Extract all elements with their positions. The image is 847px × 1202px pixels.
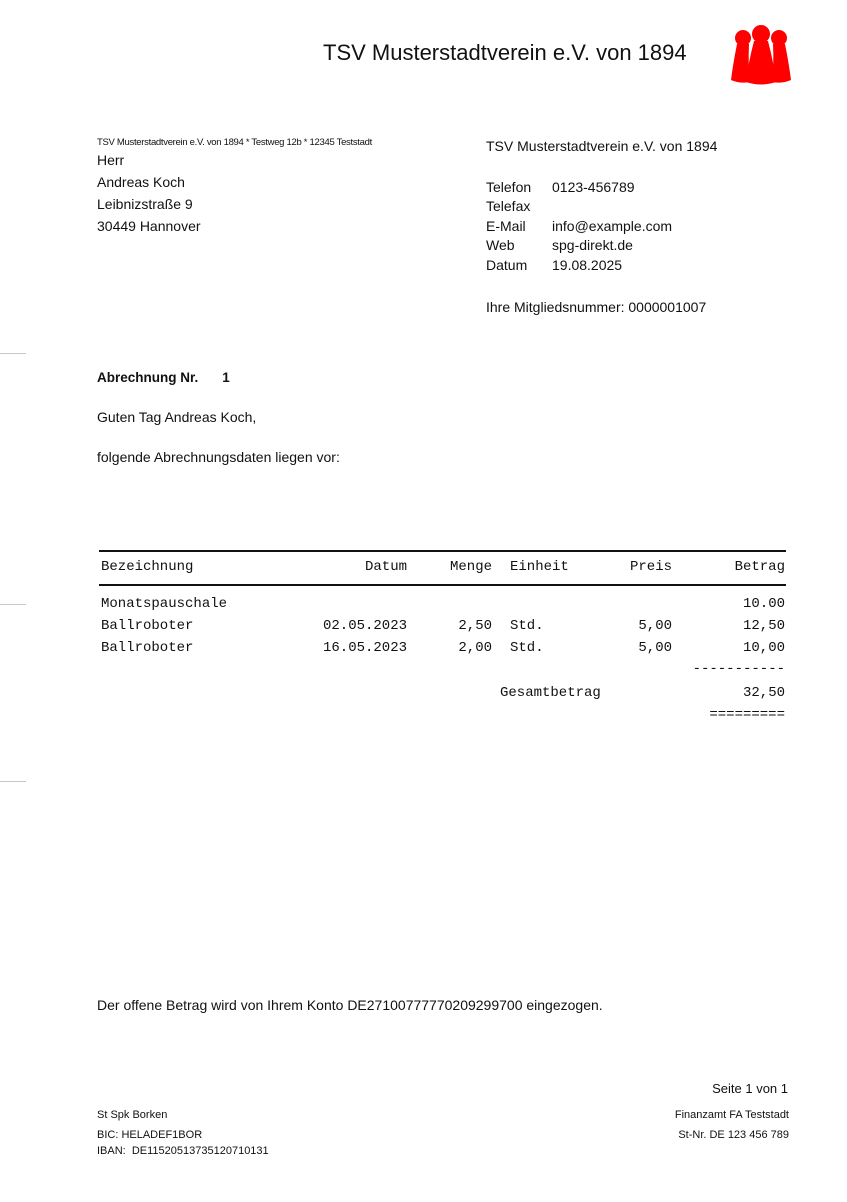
footer-tax-office: Finanzamt FA Teststadt xyxy=(674,1109,789,1121)
recipient-name: Andreas Koch xyxy=(97,174,185,190)
debit-note: Der offene Betrag wird von Ihrem Konto DE27100777770209299700 eingezogen. xyxy=(97,997,603,1013)
total-rule: ========= xyxy=(709,707,785,723)
total-rule-row xyxy=(99,707,786,727)
cell-datum: 16.05.2023 xyxy=(322,640,407,656)
cell-datum: 02.05.2023 xyxy=(322,618,407,634)
statement-heading xyxy=(97,370,230,385)
table-row xyxy=(99,596,786,616)
game-pieces-icon xyxy=(728,24,794,86)
info-label: Datum xyxy=(486,257,528,273)
cell-bezeichnung: Monatspauschale xyxy=(101,596,228,612)
sender-return-address: TSV Musterstadtverein e.V. von 1894 * Testweg 12b * 12345 Teststadt xyxy=(97,137,372,148)
table-row xyxy=(99,640,786,660)
fold-mark xyxy=(0,781,26,782)
table-header-row xyxy=(99,559,786,579)
table-header-rule xyxy=(99,584,786,586)
page-number: Seite 1 von 1 xyxy=(712,1081,788,1096)
document-title: TSV Musterstadtverein e.V. von 1894 xyxy=(323,40,687,65)
cell-betrag: 10.00 xyxy=(742,596,785,612)
subtotal-rule-row xyxy=(99,661,786,681)
statement-number: 1 xyxy=(222,370,230,385)
fold-mark xyxy=(0,604,26,605)
total-row xyxy=(99,685,786,705)
header-datum: Datum xyxy=(364,559,407,575)
info-label: E-Mail xyxy=(486,218,526,234)
cell-menge: 2,00 xyxy=(458,640,492,656)
header-betrag: Betrag xyxy=(734,559,785,575)
cell-preis: 5,00 xyxy=(638,640,672,656)
info-value: 19.08.2025 xyxy=(552,257,623,273)
cell-einheit: Std. xyxy=(510,640,544,656)
cell-einheit: Std. xyxy=(510,618,544,634)
cell-bezeichnung: Ballroboter xyxy=(101,640,194,656)
header-bezeichnung: Bezeichnung xyxy=(101,559,194,575)
info-organization: TSV Musterstadtverein e.V. von 1894 xyxy=(486,138,718,154)
intro-text: folgende Abrechnungsdaten liegen vor: xyxy=(97,449,340,465)
info-row-phone xyxy=(486,179,635,195)
fold-mark xyxy=(0,353,26,354)
cell-bezeichnung: Ballroboter xyxy=(101,618,194,634)
info-value: info@example.com xyxy=(552,218,673,234)
info-row-email xyxy=(486,218,672,234)
recipient-salutation: Herr xyxy=(97,152,125,168)
table-row xyxy=(99,618,786,638)
greeting: Guten Tag Andreas Koch, xyxy=(97,409,257,425)
cell-preis: 5,00 xyxy=(638,618,672,634)
recipient-city: 30449 Hannover xyxy=(97,218,201,234)
statement-label: Abrechnung Nr. xyxy=(97,370,199,385)
cell-betrag: 10,00 xyxy=(742,640,785,656)
footer-iban: IBAN: DE11520513735120710131 xyxy=(97,1145,269,1157)
info-row-web xyxy=(486,237,633,253)
header-einheit: Einheit xyxy=(510,559,569,575)
info-label: Telefon xyxy=(486,179,532,195)
info-row-date xyxy=(486,257,622,273)
footer-tax-number: St-Nr. DE 123 456 789 xyxy=(678,1129,789,1141)
header-preis: Preis xyxy=(629,559,672,575)
member-number: Ihre Mitgliedsnummer: 0000001007 xyxy=(486,299,707,315)
recipient-street: Leibnizstraße 9 xyxy=(97,196,193,212)
table-top-rule xyxy=(99,550,786,552)
info-value: spg-direkt.de xyxy=(552,237,633,253)
total-label: Gesamtbetrag xyxy=(500,685,601,701)
total-value: 32,50 xyxy=(742,685,785,701)
info-label: Web xyxy=(486,237,515,253)
cell-menge: 2,50 xyxy=(458,618,492,634)
info-value: 0123-456789 xyxy=(552,179,635,195)
footer-bic: BIC: HELADEF1BOR xyxy=(97,1129,203,1141)
footer-bank: St Spk Borken xyxy=(97,1109,168,1121)
cell-betrag: 12,50 xyxy=(742,618,785,634)
info-label: Telefax xyxy=(486,198,531,214)
info-row-fax xyxy=(486,198,552,214)
header-menge: Menge xyxy=(449,559,492,575)
center-piece xyxy=(746,25,776,85)
subtotal-rule: ----------- xyxy=(692,661,785,677)
